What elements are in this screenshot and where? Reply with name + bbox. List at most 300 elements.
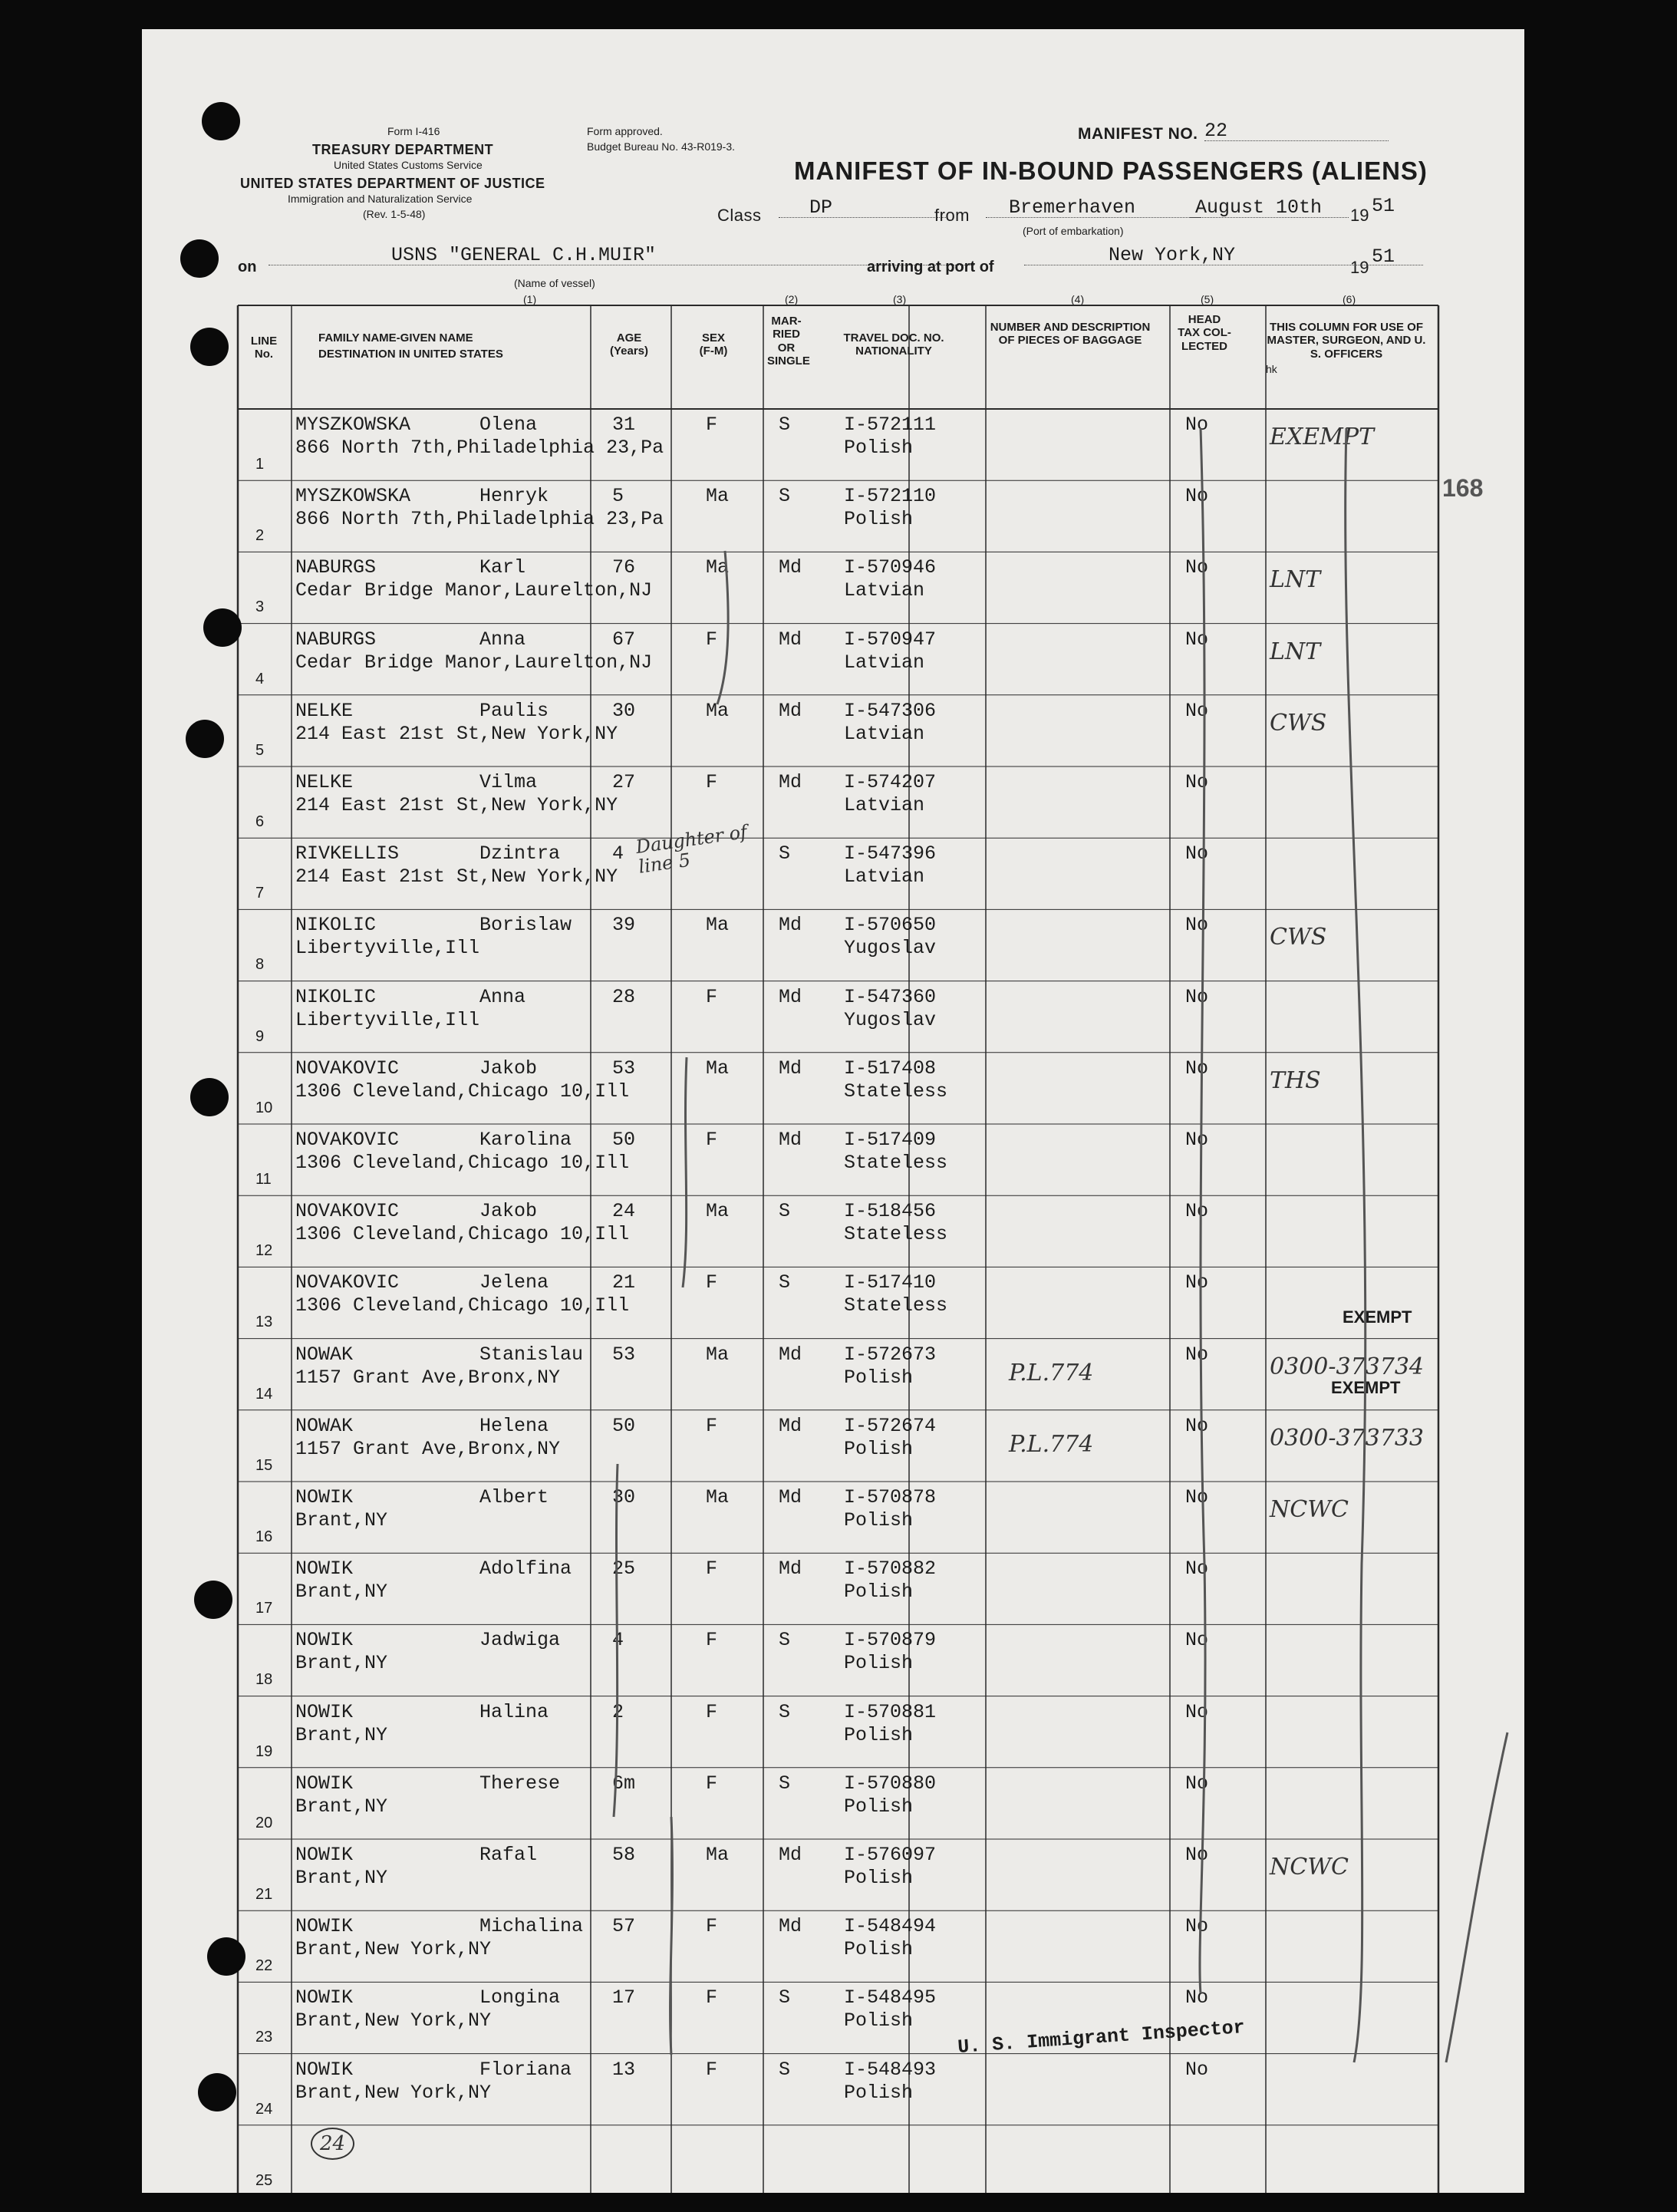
row-given-name: Olena [479,414,538,436]
row-sex: F [706,1129,718,1151]
row-line-number: 6 [255,813,265,830]
row-sex: Ma [706,1057,730,1080]
ins-service: Immigration and Naturalization Service [288,193,473,205]
row-travel-doc: I-570650 [844,914,937,937]
row-travel-doc: I-548495 [844,1986,937,2009]
row-line-number: 13 [255,1314,273,1331]
row-married: Md [779,1558,802,1581]
row-destination: Cedar Bridge Manor,Laurelton,NJ [295,651,653,674]
row-travel-doc: I-548493 [844,2058,937,2081]
row-married: Md [779,1486,802,1508]
budget-bureau: Budget Bureau No. 43-R019-3. [587,140,736,153]
class-value: DP [779,198,947,218]
row-line-number: 15 [255,1456,273,1474]
row-head-tax: No [1185,1844,1209,1866]
row-travel-doc: I-570947 [844,628,937,651]
row-married: Md [779,1343,802,1366]
row-married: S [779,2058,791,2081]
row-family-name: NOWIK [295,1986,354,2009]
row-destination: 1306 Cleveland,Chicago 10,Ill [295,1152,630,1174]
row-nationality: Polish [844,1652,914,1675]
row-travel-doc: I-570879 [844,1629,937,1652]
row-age: 17 [612,1986,636,2009]
row-given-name: Halina [479,1700,549,1723]
row-sex: Ma [706,1343,730,1366]
row-sex: F [706,1915,718,1938]
arrival-year: 51 [1372,246,1395,268]
row-nationality: Yugoslav [844,937,937,960]
inspector-label: U. S. Immigrant Inspector [957,2016,1246,2059]
row-head-tax: No [1185,1057,1209,1080]
row-given-name: Jakob [479,1200,538,1223]
row-married: Md [779,1414,802,1437]
row-destination: Brant,NY [295,1581,388,1604]
date-value: August 10th [1189,198,1349,218]
row-given-name: Vilma [479,771,538,793]
row-given-name: Dzintra [479,842,561,865]
row-line-number: 23 [255,2029,273,2046]
row-age: 50 [612,1414,636,1437]
exempt-stamp-2: EXEMPT [1331,1378,1401,1397]
binder-hole [203,608,242,647]
row-family-name: NIKOLIC [295,914,377,937]
arriving-label: arriving at port of [867,259,994,275]
row-family-name: NABURGS [295,556,377,579]
row-head-tax: No [1185,485,1209,508]
row-head-tax: No [1185,1271,1209,1294]
vessel-name: USNS "GENERAL C.H.MUIR" [269,246,974,265]
row-given-name: Jelena [479,1271,549,1294]
row-travel-doc: I-572673 [844,1343,937,1366]
treasury-dept: TREASURY DEPARTMENT [312,142,494,157]
row-sex: F [706,1271,718,1294]
row-destination: 214 East 21st St,New York,NY [295,865,618,888]
row-destination: Brant,NY [295,1723,388,1746]
row-sex: Ma [706,699,730,722]
class-label: Class [717,206,762,225]
row-married: Md [779,1129,802,1151]
row-travel-doc: I-572110 [844,485,937,508]
row-line-number: 12 [255,1242,273,1260]
row-sex: Ma [706,914,730,937]
row-given-name: Stanislau [479,1343,584,1366]
row-married: Md [779,556,802,579]
row-line-number: 11 [255,1171,272,1188]
row-head-tax: No [1185,628,1209,651]
row-destination: 1157 Grant Ave,Bronx,NY [295,1366,561,1389]
row-head-tax: No [1185,1414,1209,1437]
row-age: 13 [612,2058,636,2081]
row-family-name: NOWIK [295,1772,354,1795]
row-nationality: Polish [844,1867,914,1889]
col-num-3: (3) [893,293,907,305]
row-married: S [779,414,791,436]
col-head-tax: HEAD TAX COL-LECTED [1178,313,1231,353]
row-sex: Ma [706,1486,730,1508]
row-line-number: 14 [255,1385,273,1403]
row-given-name: Jadwiga [479,1629,561,1652]
col-married: MAR-RIED OR SINGLE [767,315,810,368]
row-married: Md [779,628,802,651]
row-given-name: Therese [479,1772,561,1795]
row-given-name: Borislaw [479,914,572,937]
year-value: 51 [1372,195,1395,217]
row-family-name: NABURGS [295,628,377,651]
form-revision: (Rev. 1-5-48) [363,208,426,220]
binder-hole [194,1581,232,1619]
row-nationality: Stateless [844,1223,948,1246]
row-age: 50 [612,1129,636,1151]
row-sex: Ma [706,1844,730,1866]
row-travel-doc: I-574207 [844,771,937,793]
row-officer-note: NCWC [1270,1854,1349,1881]
row-destination: Libertyville,Ill [295,937,480,960]
row-destination: 866 North 7th,Philadelphia 23,Pa [295,437,664,459]
row-officer-note: 0300-373733 [1270,1424,1425,1452]
row-destination: 214 East 21st St,New York,NY [295,722,618,745]
row-line-number: 8 [255,956,265,974]
page-number: 168 [1442,474,1484,502]
row-sex: F [706,414,718,436]
row-married: S [779,1271,791,1294]
count-annotation: 24 [311,2128,354,2160]
row-destination: Brant,New York,NY [295,1938,492,1961]
row-family-name: RIVKELLIS [295,842,400,865]
arrival-port: New York,NY [1024,246,1423,265]
row-line-number: 4 [255,670,265,687]
row-married: S [779,485,791,508]
from-label: from [934,206,970,225]
binder-hole [207,1937,245,1976]
row-nationality: Latvian [844,651,925,674]
binder-hole [190,1078,229,1116]
row-destination: Brant,New York,NY [295,2081,492,2104]
row-travel-doc: I-570880 [844,1772,937,1795]
row-age: 58 [612,1844,636,1866]
row-officer-note: 0300-373734 [1270,1353,1425,1380]
hk-initials: hk [1266,363,1277,375]
row-travel-doc: I-547396 [844,842,937,865]
row-family-name: NELKE [295,771,354,793]
row-travel-doc: I-547306 [844,699,937,722]
row-sex: F [706,1772,718,1795]
row-officer-note: NCWC [1270,1496,1349,1523]
row-nationality: Latvian [844,794,925,816]
justice-dept: UNITED STATES DEPARTMENT OF JUSTICE [240,176,545,191]
row-nationality: Polish [844,437,914,459]
row-destination: 1157 Grant Ave,Bronx,NY [295,1437,561,1460]
row-age: 2 [612,1700,624,1723]
row-age: 39 [612,914,636,937]
row-head-tax: No [1185,1129,1209,1151]
row-age: 76 [612,556,636,579]
row-travel-doc: I-570946 [844,556,937,579]
exempt-stamp-1: EXEMPT [1343,1307,1412,1327]
row-age: 31 [612,414,636,436]
row-sex: Ma [706,556,730,579]
row-family-name: NOWAK [295,1414,354,1437]
row-given-name: Anna [479,985,526,1008]
row-age: 28 [612,985,636,1008]
col-name: FAMILY NAME-GIVEN NAME [318,331,473,344]
from-value: Bremerhaven [986,198,1201,218]
row-nationality: Polish [844,2081,914,2104]
row-age: 30 [612,699,636,722]
row-head-tax: No [1185,1700,1209,1723]
col-dest: DESTINATION IN UNITED STATES [318,348,503,361]
row-given-name: Jakob [479,1057,538,1080]
row-married: Md [779,771,802,793]
row-line-number: 20 [255,1814,273,1831]
row-travel-doc: I-517408 [844,1057,937,1080]
row-married: Md [779,699,802,722]
row-given-name: Rafal [479,1844,538,1866]
row-line-number: 10 [255,1099,273,1116]
row-sex: Ma [706,1200,730,1223]
row-family-name: NELKE [295,699,354,722]
row-family-name: NOVAKOVIC [295,1271,400,1294]
row-given-name: Floriana [479,2058,572,2081]
row-destination: Brant,NY [295,1867,388,1889]
row-head-tax: No [1185,1486,1209,1508]
binder-hole [198,2073,236,2111]
row-age: 27 [612,771,636,793]
row-officer-note: CWS [1270,709,1327,737]
row-destination: 1306 Cleveland,Chicago 10,Ill [295,1294,630,1317]
binder-hole [202,102,240,140]
row-age: 24 [612,1200,636,1223]
row-nationality: Latvian [844,722,925,745]
row-travel-doc: I-570878 [844,1486,937,1508]
row-head-tax: No [1185,1629,1209,1652]
row-given-name: Karl [479,556,526,579]
row-married: Md [779,1915,802,1938]
row-destination: 866 North 7th,Philadelphia 23,Pa [295,508,664,531]
row-officer-note: EXEMPT [1270,424,1375,450]
row-family-name: NOWAK [295,1343,354,1366]
row-family-name: NOWIK [295,1915,354,1938]
row-nationality: Stateless [844,1294,948,1317]
row-nationality: Polish [844,1938,914,1961]
row-family-name: NIKOLIC [295,985,377,1008]
col-num-5: (5) [1201,293,1214,305]
row-sex: Ma [706,485,730,508]
row-family-name: NOVAKOVIC [295,1057,400,1080]
col-travel: TRAVEL DOC. NO. NATIONALITY [843,331,944,358]
row-travel-doc: I-547360 [844,985,937,1008]
row-married: Md [779,1844,802,1866]
row-line-number: 22 [255,1957,273,1975]
row-head-tax: No [1185,1558,1209,1581]
row-destination: 1306 Cleveland,Chicago 10,Ill [295,1223,630,1246]
row-nationality: Polish [844,1581,914,1604]
row-travel-doc: I-576097 [844,1844,937,1866]
row-line-number: 17 [255,1600,273,1617]
row-line-number: 25 [255,2171,273,2189]
manifest-page [142,29,1524,2193]
row-nationality: Polish [844,1366,914,1389]
row-destination: Brant,NY [295,1652,388,1675]
row-nationality: Polish [844,1795,914,1818]
row-given-name: Adolfina [479,1558,572,1581]
row-sex: F [706,1629,718,1652]
col-num-2: (2) [785,293,799,305]
row-line-number: 3 [255,598,265,616]
row-nationality: Polish [844,1509,914,1531]
row-travel-doc: I-570882 [844,1558,937,1581]
binder-hole [180,239,219,278]
row-line-number: 19 [255,1742,273,1760]
row-travel-doc: I-572674 [844,1414,937,1437]
row-given-name: Michalina [479,1915,584,1938]
row-travel-doc: I-517409 [844,1129,937,1151]
row-family-name: NOVAKOVIC [295,1200,400,1223]
row-sex: F [706,1700,718,1723]
row-age: 67 [612,628,636,651]
row-head-tax: No [1185,1986,1209,2009]
row-head-tax: No [1185,985,1209,1008]
row-age: 6m [612,1772,636,1795]
row-family-name: NOWIK [295,1844,354,1866]
row-head-tax: No [1185,1343,1209,1366]
row-line-number: 21 [255,1886,273,1903]
col-num-1: (1) [523,293,537,305]
row-given-name: Paulis [479,699,549,722]
row-age: 57 [612,1915,636,1938]
row-officer-note: THS [1270,1066,1321,1094]
row-sex: F [706,628,718,651]
col-officers: THIS COLUMN FOR USE OF MASTER, SURGEON, AND U. S. OFFICERS [1267,321,1426,361]
row-given-name: Henryk [479,485,549,508]
row-officer-note: CWS [1270,924,1327,951]
row-head-tax: No [1185,914,1209,937]
row-line-number: 5 [255,741,265,759]
row-destination: 214 East 21st St,New York,NY [295,794,618,816]
row-married: S [779,1200,791,1223]
row-line-number: 7 [255,885,265,902]
row-nationality: Stateless [844,1152,948,1174]
row-sex: F [706,1414,718,1437]
row-given-name: Karolina [479,1129,572,1151]
binder-hole [186,720,224,758]
row-sex: F [706,1558,718,1581]
row-age: 25 [612,1558,636,1581]
row-head-tax: No [1185,1200,1209,1223]
row-nationality: Polish [844,1723,914,1746]
row-line-number: 24 [255,2100,273,2118]
row-age: 53 [612,1057,636,1080]
row-destination: Brant,NY [295,1795,388,1818]
col-baggage: NUMBER AND DESCRIPTION OF PIECES OF BAGGAGE [990,321,1151,348]
row-family-name: NOVAKOVIC [295,1129,400,1151]
manifest-no-value: 22 [1204,121,1389,141]
row-nationality: Polish [844,1437,914,1460]
row-nationality: Stateless [844,1080,948,1103]
port-embark-note: (Port of embarkation) [1023,225,1124,237]
col-line-no: LINE No. [250,335,278,361]
row-family-name: MYSZKOWSKA [295,414,411,436]
row-line-number: 1 [255,456,265,473]
row-destination: Brant,NY [295,1509,388,1531]
customs-service: United States Customs Service [334,159,483,171]
row-family-name: MYSZKOWSKA [295,485,411,508]
daughter-note: Daughter of line 5 [634,821,749,879]
row-head-tax: No [1185,842,1209,865]
row-married: S [779,1700,791,1723]
row-age: 5 [612,485,624,508]
row-married: S [779,842,791,865]
row-destination: Libertyville,Ill [295,1008,480,1031]
row-line-number: 18 [255,1671,273,1689]
row-baggage: P.L.774 [1009,1359,1094,1386]
row-family-name: NOWIK [295,1486,354,1508]
row-line-number: 16 [255,1528,273,1545]
row-travel-doc: I-572111 [844,414,937,436]
row-given-name: Anna [479,628,526,651]
row-destination: 1306 Cleveland,Chicago 10,Ill [295,1080,630,1103]
row-line-number: 2 [255,527,265,545]
row-age: 53 [612,1343,636,1366]
row-nationality: Latvian [844,865,925,888]
row-head-tax: No [1185,1915,1209,1938]
row-nationality: Yugoslav [844,1008,937,1031]
row-travel-doc: I-517410 [844,1271,937,1294]
row-family-name: NOWIK [295,1558,354,1581]
col-num-6: (6) [1343,293,1356,305]
row-destination: Cedar Bridge Manor,Laurelton,NJ [295,579,653,602]
row-officer-note: LNT [1270,638,1321,665]
row-head-tax: No [1185,556,1209,579]
row-age: 21 [612,1271,636,1294]
row-married: Md [779,914,802,937]
row-family-name: NOWIK [295,2058,354,2081]
row-travel-doc: I-548494 [844,1915,937,1938]
row-sex: F [706,1986,718,2009]
row-married: S [779,1772,791,1795]
row-family-name: NOWIK [295,1629,354,1652]
row-family-name: NOWIK [295,1700,354,1723]
row-age: 30 [612,1486,636,1508]
row-head-tax: No [1185,1772,1209,1795]
manifest-title: MANIFEST OF IN-BOUND PASSENGERS (ALIENS) [794,157,1428,185]
on-label: on [238,259,257,275]
row-given-name: Albert [479,1486,549,1508]
row-married: S [779,1986,791,2009]
row-head-tax: No [1185,414,1209,436]
row-married: S [779,1629,791,1652]
row-destination: Brant,New York,NY [295,2009,492,2032]
row-married: Md [779,1057,802,1080]
row-officer-note: LNT [1270,566,1321,594]
row-sex: F [706,985,718,1008]
row-nationality: Polish [844,508,914,531]
form-number: Form I-416 [387,125,440,137]
row-travel-doc: I-570881 [844,1700,937,1723]
binder-hole [190,328,229,366]
row-married: Md [779,985,802,1008]
row-age: 4 [612,1629,624,1652]
form-approved: Form approved. [587,125,663,137]
row-age: 4 [612,842,624,865]
row-nationality: Latvian [844,579,925,602]
row-head-tax: No [1185,699,1209,722]
col-sex: SEX (F-M) [699,331,728,358]
row-nationality: Polish [844,2009,914,2032]
year-prefix: 19 [1350,206,1369,225]
row-sex: F [706,2058,718,2081]
row-given-name: Longina [479,1986,561,2009]
row-baggage: P.L.774 [1009,1430,1094,1458]
